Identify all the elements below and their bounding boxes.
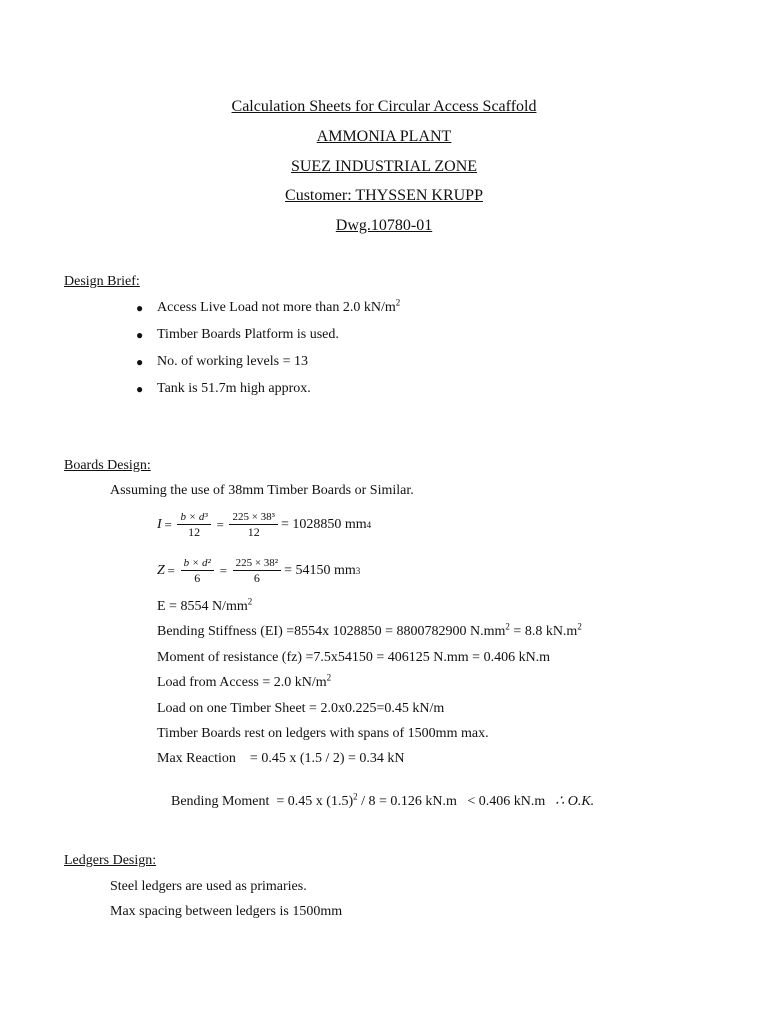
formula-lhs: I (157, 517, 162, 532)
design-brief-list (136, 298, 400, 406)
document-title: Calculation Sheets for Circular Access Scaffold (231, 98, 537, 115)
calc-line-span: Timber Boards rest on ledgers with spans of 1500mm max. (157, 726, 489, 741)
bullet-text: Timber Boards Platform is used. (157, 327, 339, 342)
design-brief-heading: Design Brief: (64, 274, 140, 289)
list-item (136, 298, 400, 325)
formula-result: = 1028850 mm (280, 517, 367, 532)
bullet-text: No. of working levels = 13 (157, 354, 308, 369)
plant-name: AMMONIA PLANT (316, 128, 452, 145)
ledgers-line-1: Steel ledgers are used as primaries. (110, 879, 307, 894)
boards-intro: Assuming the use of 38mm Timber Boards or Similar. (110, 483, 414, 498)
formula-moment-of-inertia: I = $\frac{\text{b × d³}}{12}$ = $\frac{\text{225 × 38³}}{12}$ = 1028850 mm 4 (157, 511, 372, 539)
drawing-number: Dwg.10780-01 (335, 217, 433, 234)
fraction: $\frac{\text{225 × 38²}}{6}$ (233, 556, 282, 586)
list-item (136, 379, 400, 406)
ledgers-design-heading: Ledgers Design: (64, 853, 157, 868)
location: SUEZ INDUSTRIAL ZONE (290, 158, 478, 175)
fraction: $\frac{\text{b × d³}}{12}$ (177, 510, 210, 540)
bullet-icon: ● (136, 301, 144, 315)
calc-line-modulus: E = 8554 $N/mm^2$ (157, 596, 253, 614)
bullet-text: Tank is 51.7m high approx. (157, 381, 311, 396)
calc-line-bending-moment: Bending Moment = 0.45 x $(1.5)^2 / 8 = 0.126$ kN.m < 0.406 kN.m ∴ O.K. (171, 791, 595, 809)
bullet-text: Access Live Load not more than 2.0 kN/m (157, 300, 396, 315)
calc-line-moment-resistance: Moment of resistance (fz) =7.5x54150 = 406125 N.mm = 0.406 kN.m (157, 650, 551, 665)
list-item (136, 325, 400, 352)
fraction: $\frac{\text{225 × 38³}}{12}$ (229, 510, 278, 540)
bullet-icon: ● (136, 382, 144, 396)
ledgers-line-2: Max spacing between ledgers is 1500mm (110, 904, 343, 919)
bullet-icon: ● (136, 355, 144, 369)
calc-line-reaction: Max Reaction = 0.45 x (1.5 / 2) = 0.34 kN (157, 751, 405, 766)
bullet-icon: ● (136, 328, 144, 342)
customer: Customer: THYSSEN KRUPP (285, 187, 483, 204)
boards-design-heading: Boards Design: (64, 458, 151, 473)
calc-line-stiffness: Bending Stiffness (EI) =8554x 1028850 = 8800782900 $N.mm^2 = 8.8$ $kN.m^2$ (157, 621, 582, 639)
formula-lhs: Z (157, 563, 165, 578)
calc-line-sheet-load: Load on one Timber Sheet = 2.0x0.225=0.45 kN/m (157, 701, 445, 716)
list-item (136, 352, 400, 379)
calc-line-access-load: Load from Access = 2.0 $kN/m^2$ (157, 672, 332, 690)
ok-check: ∴ O.K. (555, 794, 595, 809)
superscript: 2 (395, 297, 401, 308)
fraction: $\frac{\text{b × d²}}{6}$ (181, 556, 214, 586)
formula-section-modulus: Z = $\frac{\text{b × d²}}{6}$ = $\frac{\text{225 × 38²}}{6}$ = 54150 mm 3 (157, 557, 361, 585)
formula-result: = 54150 mm (284, 563, 356, 578)
